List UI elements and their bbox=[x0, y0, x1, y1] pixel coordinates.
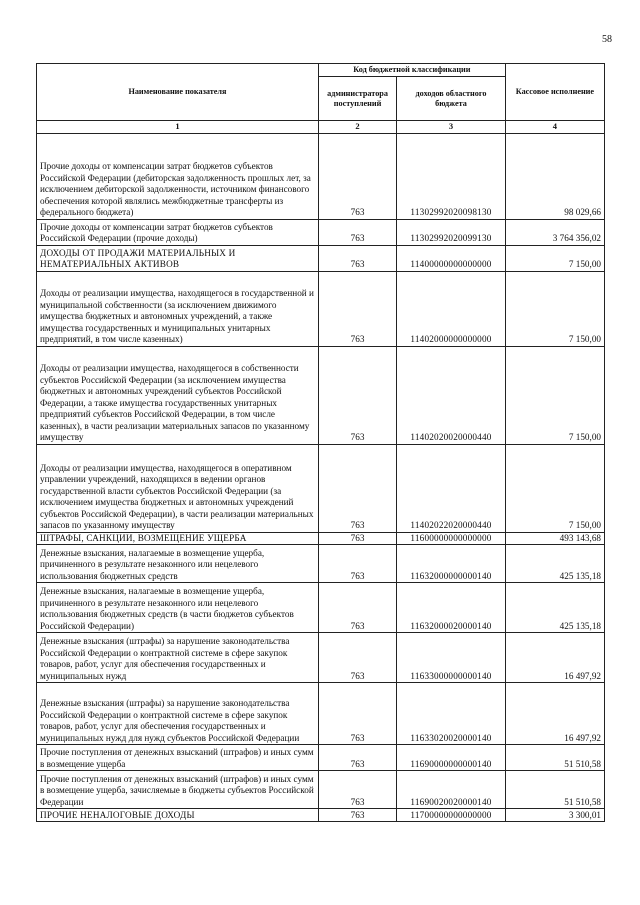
row-name: Денежные взыскания, налагаемые в возмещение ущерба, причиненного в результате незаконного или нецелевого использования бюджетных средств (в части бюджетов субъектов Российской Федерации) bbox=[37, 583, 319, 633]
table-row bbox=[37, 545, 605, 583]
row-name: Доходы от реализации имущества, находящегося в государственной и муниципальной собственности (за исключением движимого имущества бюджетных и автономных учреждений, а также имущества государственных и муниципальных унитарных предприятий, в том числе казенных) bbox=[37, 271, 319, 346]
row-admin-code: 763 bbox=[318, 532, 396, 545]
header-kbk-group: Код бюджетной классификации bbox=[318, 64, 505, 77]
row-name: ПРОЧИЕ НЕНАЛОГОВЫЕ ДОХОДЫ bbox=[37, 809, 319, 822]
row-income-code: 11690020020000140 bbox=[397, 771, 506, 809]
row-income-code: 11633020020000140 bbox=[397, 683, 506, 745]
row-name: Прочие поступления от денежных взысканий (штрафов) и иных сумм в возмещение ущерба, зачисляемые в бюджеты субъектов Российской Федерации bbox=[37, 771, 319, 809]
table-row bbox=[37, 633, 605, 683]
row-amount: 98 029,66 bbox=[505, 133, 604, 219]
row-income-code: 11632000000000140 bbox=[397, 545, 506, 583]
row-income-code: 11302992020098130 bbox=[397, 133, 506, 219]
budget-execution-table bbox=[36, 63, 605, 822]
row-income-code: 11400000000000000 bbox=[397, 245, 506, 271]
header-exec-col: Кассовое исполнение bbox=[505, 64, 604, 121]
col-number: 2 bbox=[318, 121, 396, 134]
row-income-code: 11632000020000140 bbox=[397, 583, 506, 633]
row-amount: 16 497,92 bbox=[505, 683, 604, 745]
page-number: 58 bbox=[602, 34, 612, 45]
row-name: Денежные взыскания (штрафы) за нарушение законодательства Российской Федерации о контрактной системе в сфере закупок товаров, работ, услуг для обеспечения государственных и муниципальных нужд для нужд субъектов Российской Федерации bbox=[37, 683, 319, 745]
row-income-code: 11402020020000440 bbox=[397, 346, 506, 444]
row-name: Прочие доходы от компенсации затрат бюджетов субъектов Российской Федерации (дебиторская задолженность прошлых лет, за исключением дебиторской задолженности, источником финансового обеспечения которой являлись межбюджетные трансферты из федерального бюджета) bbox=[37, 133, 319, 219]
col-number: 4 bbox=[505, 121, 604, 134]
row-admin-code: 763 bbox=[318, 346, 396, 444]
row-amount: 7 150,00 bbox=[505, 271, 604, 346]
table-row bbox=[37, 245, 605, 271]
row-amount: 425 135,18 bbox=[505, 545, 604, 583]
row-admin-code: 763 bbox=[318, 771, 396, 809]
table-row bbox=[37, 809, 605, 822]
row-name: ШТРАФЫ, САНКЦИИ, ВОЗМЕЩЕНИЕ УЩЕРБА bbox=[37, 532, 319, 545]
row-amount: 51 510,58 bbox=[505, 745, 604, 771]
row-income-code: 11302992020099130 bbox=[397, 219, 506, 245]
row-income-code: 11633000000000140 bbox=[397, 633, 506, 683]
row-income-code: 11402022020000440 bbox=[397, 444, 506, 532]
row-name: Доходы от реализации имущества, находящегося в оперативном управлении учреждений, находящихся в ведении органов государственной власти субъектов Российской Федерации (за исключением имущества бюджетных и автономных учреждений субъектов Российской Федерации), в части реализации материальных запасов по указанному имуществу bbox=[37, 444, 319, 532]
row-admin-code: 763 bbox=[318, 809, 396, 822]
header-income-col: доходов областного бюджета bbox=[397, 77, 506, 121]
row-amount: 16 497,92 bbox=[505, 633, 604, 683]
row-admin-code: 763 bbox=[318, 683, 396, 745]
row-admin-code: 763 bbox=[318, 444, 396, 532]
row-admin-code: 763 bbox=[318, 133, 396, 219]
table-row bbox=[37, 771, 605, 809]
table-row bbox=[37, 532, 605, 545]
table-row bbox=[37, 683, 605, 745]
row-amount: 3 300,01 bbox=[505, 809, 604, 822]
row-amount: 51 510,58 bbox=[505, 771, 604, 809]
row-amount: 3 764 356,02 bbox=[505, 219, 604, 245]
row-name: Прочие доходы от компенсации затрат бюджетов субъектов Российской Федерации (прочие доходы) bbox=[37, 219, 319, 245]
table-row bbox=[37, 583, 605, 633]
row-admin-code: 763 bbox=[318, 633, 396, 683]
table-row bbox=[37, 271, 605, 346]
table-row bbox=[37, 745, 605, 771]
table-row bbox=[37, 133, 605, 219]
table-row bbox=[37, 346, 605, 444]
table-row bbox=[37, 444, 605, 532]
row-admin-code: 763 bbox=[318, 545, 396, 583]
header-admin-col: администратора поступлений bbox=[318, 77, 396, 121]
row-admin-code: 763 bbox=[318, 219, 396, 245]
row-amount: 425 135,18 bbox=[505, 583, 604, 633]
row-income-code: 11690000000000140 bbox=[397, 745, 506, 771]
row-name: Доходы от реализации имущества, находящегося в собственности субъектов Российской Федерации (за исключением имущества бюджетных и автономных учреждений субъектов Российской Федерации, а также имущества государственных унитарных предприятий субъектов Российской Федерации, в том числе казенных), в части реализации материальных запасов по указанному имуществу bbox=[37, 346, 319, 444]
row-amount: 7 150,00 bbox=[505, 444, 604, 532]
row-admin-code: 763 bbox=[318, 271, 396, 346]
header-name-col: Наименование показателя bbox=[37, 64, 319, 121]
row-income-code: 11700000000000000 bbox=[397, 809, 506, 822]
row-name: Денежные взыскания, налагаемые в возмещение ущерба, причиненного в результате незаконного или нецелевого использования бюджетных средств bbox=[37, 545, 319, 583]
row-admin-code: 763 bbox=[318, 245, 396, 271]
row-admin-code: 763 bbox=[318, 583, 396, 633]
table-row bbox=[37, 219, 605, 245]
row-admin-code: 763 bbox=[318, 745, 396, 771]
row-income-code: 11600000000000000 bbox=[397, 532, 506, 545]
row-income-code: 11402000000000000 bbox=[397, 271, 506, 346]
col-number: 3 bbox=[397, 121, 506, 134]
row-amount: 493 143,68 bbox=[505, 532, 604, 545]
row-name: Прочие поступления от денежных взысканий (штрафов) и иных сумм в возмещение ущерба bbox=[37, 745, 319, 771]
row-name: ДОХОДЫ ОТ ПРОДАЖИ МАТЕРИАЛЬНЫХ И НЕМАТЕРИАЛЬНЫХ АКТИВОВ bbox=[37, 245, 319, 271]
col-number: 1 bbox=[37, 121, 319, 134]
row-name: Денежные взыскания (штрафы) за нарушение законодательства Российской Федерации о контрактной системе в сфере закупок товаров, работ, услуг для обеспечения государственных и муниципальных нужд bbox=[37, 633, 319, 683]
row-amount: 7 150,00 bbox=[505, 346, 604, 444]
row-amount: 7 150,00 bbox=[505, 245, 604, 271]
table-body bbox=[37, 133, 605, 822]
